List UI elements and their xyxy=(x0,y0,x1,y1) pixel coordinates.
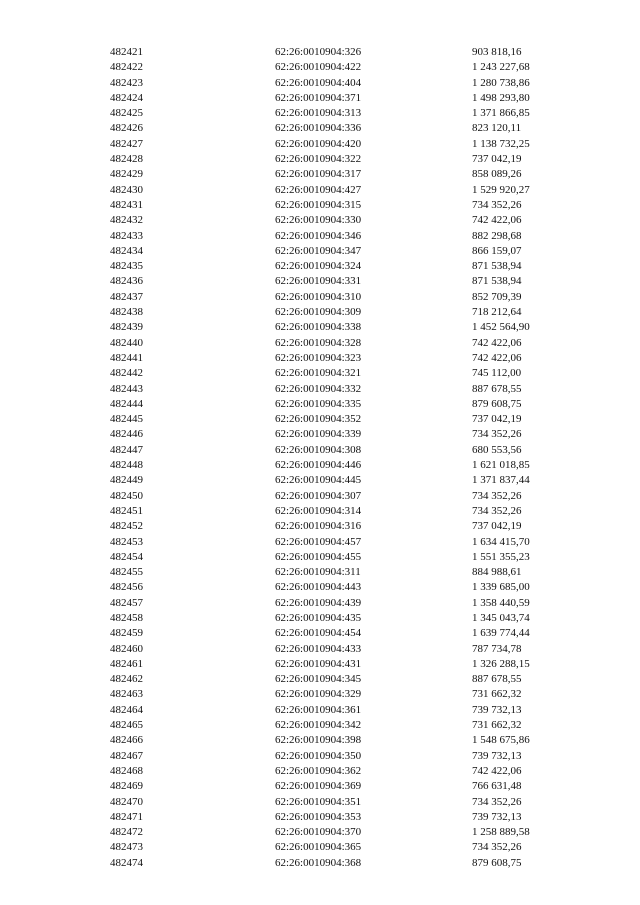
value-cell: 742 422,06 xyxy=(472,764,522,777)
cadastral-number-cell: 62:26:0010904:328 xyxy=(275,336,362,349)
cadastral-number-cell: 62:26:0010904:404 xyxy=(275,76,362,89)
row-number-cell: 482425 xyxy=(110,107,143,120)
row-number-cell: 482452 xyxy=(110,520,143,533)
value-cell: 1 243 227,68 xyxy=(472,61,530,74)
cadastral-number-cell: 62:26:0010904:326 xyxy=(275,46,362,58)
cadastral-number-cell: 62:26:0010904:311 xyxy=(275,566,361,579)
value-cell: 871 538,94 xyxy=(472,275,522,288)
value-cell: 1 258 889,58 xyxy=(472,826,530,839)
row-number-cell: 482472 xyxy=(110,826,143,839)
value-cell: 1 345 043,74 xyxy=(472,611,530,624)
table-row xyxy=(0,213,640,228)
cadastral-number-cell: 62:26:0010904:315 xyxy=(275,198,362,211)
value-cell: 1 639 774,44 xyxy=(472,627,530,640)
value-cell: 882 298,68 xyxy=(472,229,522,242)
value-cell: 879 608,75 xyxy=(472,397,522,410)
row-number-cell: 482445 xyxy=(110,413,143,426)
table-row xyxy=(0,320,640,335)
row-number-cell: 482422 xyxy=(110,61,143,74)
table-row xyxy=(0,366,640,381)
value-cell: 731 662,32 xyxy=(472,688,522,701)
row-number-cell: 482434 xyxy=(110,244,143,257)
cadastral-number-cell: 62:26:0010904:351 xyxy=(275,795,362,808)
cadastral-number-cell: 62:26:0010904:313 xyxy=(275,107,362,120)
cadastral-number-cell: 62:26:0010904:316 xyxy=(275,520,362,533)
value-cell: 1 634 415,70 xyxy=(472,535,530,548)
cadastral-number-cell: 62:26:0010904:323 xyxy=(275,351,362,364)
value-cell: 742 422,06 xyxy=(472,336,522,349)
value-cell: 739 732,13 xyxy=(472,703,522,716)
cadastral-number-cell: 62:26:0010904:455 xyxy=(275,550,362,563)
row-number-cell: 482446 xyxy=(110,428,143,441)
value-cell: 1 280 738,86 xyxy=(472,76,530,89)
cadastral-number-cell: 62:26:0010904:322 xyxy=(275,153,362,166)
table-row xyxy=(0,657,640,672)
value-cell: 866 159,07 xyxy=(472,244,522,257)
row-number-cell: 482454 xyxy=(110,550,143,563)
table-row xyxy=(0,565,640,580)
cadastral-number-cell: 62:26:0010904:314 xyxy=(275,504,362,517)
row-number-cell: 482433 xyxy=(110,229,143,242)
row-number-cell: 482430 xyxy=(110,183,143,196)
value-cell: 1 326 288,15 xyxy=(472,657,530,670)
table-row xyxy=(0,810,640,825)
cadastral-number-cell: 62:26:0010904:332 xyxy=(275,382,362,395)
cadastral-number-cell: 62:26:0010904:445 xyxy=(275,474,362,487)
cadastral-number-cell: 62:26:0010904:338 xyxy=(275,321,362,334)
row-number-cell: 482461 xyxy=(110,657,143,670)
row-number-cell: 482462 xyxy=(110,673,143,686)
value-cell: 823 120,11 xyxy=(472,122,522,135)
row-number-cell: 482458 xyxy=(110,611,143,624)
table-row xyxy=(0,198,640,213)
table-row xyxy=(0,274,640,289)
value-cell: 879 608,75 xyxy=(472,856,522,869)
row-number-cell: 482423 xyxy=(110,76,143,89)
cadastral-number-cell: 62:26:0010904:353 xyxy=(275,810,362,823)
value-cell: 734 352,26 xyxy=(472,841,522,854)
table-row xyxy=(0,626,640,641)
table-row xyxy=(0,351,640,366)
row-number-cell: 482453 xyxy=(110,535,143,548)
cadastral-number-cell: 62:26:0010904:346 xyxy=(275,229,362,242)
cadastral-number-cell: 62:26:0010904:368 xyxy=(275,856,362,869)
value-cell: 737 042,19 xyxy=(472,520,522,533)
table-row xyxy=(0,106,640,121)
value-cell: 734 352,26 xyxy=(472,198,522,211)
table-row xyxy=(0,336,640,351)
table-row xyxy=(0,718,640,733)
table-row xyxy=(0,550,640,565)
row-number-cell: 482429 xyxy=(110,168,143,181)
row-number-cell: 482441 xyxy=(110,351,143,364)
cadastral-number-cell: 62:26:0010904:435 xyxy=(275,611,362,624)
cadastral-number-cell: 62:26:0010904:339 xyxy=(275,428,362,441)
table-row xyxy=(0,764,640,779)
row-number-cell: 482474 xyxy=(110,856,143,869)
cadastral-number-cell: 62:26:0010904:309 xyxy=(275,306,362,319)
value-cell: 1 358 440,59 xyxy=(472,596,530,609)
row-number-cell: 482468 xyxy=(110,764,143,777)
cadastral-number-cell: 62:26:0010904:433 xyxy=(275,642,362,655)
table-row xyxy=(0,642,640,657)
table-row xyxy=(0,535,640,550)
table-row xyxy=(0,458,640,473)
table-row xyxy=(0,596,640,611)
table-row xyxy=(0,290,640,305)
row-number-cell: 482470 xyxy=(110,795,143,808)
value-cell: 739 732,13 xyxy=(472,810,522,823)
row-number-cell: 482447 xyxy=(110,443,143,456)
value-cell: 1 371 837,44 xyxy=(472,474,530,487)
table-row xyxy=(0,167,640,182)
value-cell: 1 529 920,27 xyxy=(472,183,530,196)
table-row xyxy=(0,795,640,810)
row-number-cell: 482455 xyxy=(110,566,143,579)
row-number-cell: 482432 xyxy=(110,214,143,227)
row-number-cell: 482437 xyxy=(110,290,143,303)
row-number-cell: 482471 xyxy=(110,810,143,823)
row-number-cell: 482464 xyxy=(110,703,143,716)
row-number-cell: 482450 xyxy=(110,489,143,502)
table-row xyxy=(0,703,640,718)
table-row xyxy=(0,580,640,595)
cadastral-number-cell: 62:26:0010904:454 xyxy=(275,627,362,640)
table-row xyxy=(0,672,640,687)
value-cell: 887 678,55 xyxy=(472,673,522,686)
cadastral-number-cell: 62:26:0010904:308 xyxy=(275,443,362,456)
table-row xyxy=(0,382,640,397)
table-row xyxy=(0,825,640,840)
value-cell: 903 818,16 xyxy=(472,46,522,58)
row-number-cell: 482456 xyxy=(110,581,143,594)
cadastral-number-cell: 62:26:0010904:336 xyxy=(275,122,362,135)
cadastral-number-cell: 62:26:0010904:362 xyxy=(275,764,362,777)
cadastral-number-cell: 62:26:0010904:347 xyxy=(275,244,362,257)
cadastral-number-cell: 62:26:0010904:350 xyxy=(275,749,362,762)
row-number-cell: 482440 xyxy=(110,336,143,349)
table-row xyxy=(0,183,640,198)
row-number-cell: 482465 xyxy=(110,719,143,732)
cadastral-number-cell: 62:26:0010904:324 xyxy=(275,260,362,273)
table-row xyxy=(0,91,640,106)
table-row xyxy=(0,45,640,60)
value-cell: 1 339 685,00 xyxy=(472,581,530,594)
value-cell: 1 452 564,90 xyxy=(472,321,530,334)
row-number-cell: 482428 xyxy=(110,153,143,166)
row-number-cell: 482469 xyxy=(110,780,143,793)
table-row xyxy=(0,412,640,427)
table-row xyxy=(0,687,640,702)
cadastral-number-cell: 62:26:0010904:345 xyxy=(275,673,362,686)
row-number-cell: 482436 xyxy=(110,275,143,288)
row-number-cell: 482444 xyxy=(110,397,143,410)
cadastral-number-cell: 62:26:0010904:329 xyxy=(275,688,362,701)
row-number-cell: 482467 xyxy=(110,749,143,762)
cadastral-number-cell: 62:26:0010904:330 xyxy=(275,214,362,227)
value-cell: 871 538,94 xyxy=(472,260,522,273)
table-row xyxy=(0,137,640,152)
cadastral-number-cell: 62:26:0010904:321 xyxy=(275,367,362,380)
cadastral-number-cell: 62:26:0010904:369 xyxy=(275,780,362,793)
table-row xyxy=(0,443,640,458)
value-cell: 745 112,00 xyxy=(472,367,522,380)
cadastral-number-cell: 62:26:0010904:420 xyxy=(275,137,362,150)
table-row xyxy=(0,121,640,136)
value-cell: 734 352,26 xyxy=(472,504,522,517)
value-cell: 742 422,06 xyxy=(472,351,522,364)
cadastral-number-cell: 62:26:0010904:439 xyxy=(275,596,362,609)
value-cell: 852 709,39 xyxy=(472,290,522,303)
row-number-cell: 482473 xyxy=(110,841,143,854)
cadastral-number-cell: 62:26:0010904:398 xyxy=(275,734,362,747)
cadastral-number-cell: 62:26:0010904:307 xyxy=(275,489,362,502)
cadastral-number-cell: 62:26:0010904:422 xyxy=(275,61,362,74)
row-number-cell: 482438 xyxy=(110,306,143,319)
cadastral-number-cell: 62:26:0010904:427 xyxy=(275,183,362,196)
value-cell: 718 212,64 xyxy=(472,306,522,319)
value-cell: 680 553,56 xyxy=(472,443,522,456)
cadastral-number-cell: 62:26:0010904:371 xyxy=(275,91,362,104)
row-number-cell: 482466 xyxy=(110,734,143,747)
value-cell: 1 621 018,85 xyxy=(472,459,530,472)
table-row xyxy=(0,779,640,794)
cadastral-number-cell: 62:26:0010904:443 xyxy=(275,581,362,594)
row-number-cell: 482424 xyxy=(110,91,143,104)
row-number-cell: 482426 xyxy=(110,122,143,135)
cadastral-number-cell: 62:26:0010904:331 xyxy=(275,275,362,288)
row-number-cell: 482439 xyxy=(110,321,143,334)
value-cell: 742 422,06 xyxy=(472,214,522,227)
table-row xyxy=(0,611,640,626)
row-number-cell: 482460 xyxy=(110,642,143,655)
table-row xyxy=(0,229,640,244)
cadastral-number-cell: 62:26:0010904:457 xyxy=(275,535,362,548)
cadastral-number-cell: 62:26:0010904:361 xyxy=(275,703,362,716)
row-number-cell: 482421 xyxy=(110,46,143,58)
value-cell: 737 042,19 xyxy=(472,413,522,426)
row-number-cell: 482459 xyxy=(110,627,143,640)
table-row xyxy=(0,259,640,274)
table-row xyxy=(0,305,640,320)
value-cell: 1 551 355,23 xyxy=(472,550,530,563)
table-row xyxy=(0,76,640,91)
row-number-cell: 482442 xyxy=(110,367,143,380)
cadastral-number-cell: 62:26:0010904:310 xyxy=(275,290,362,303)
table-row xyxy=(0,733,640,748)
table-row xyxy=(0,152,640,167)
row-number-cell: 482443 xyxy=(110,382,143,395)
value-cell: 1 138 732,25 xyxy=(472,137,530,150)
table-row xyxy=(0,427,640,442)
value-cell: 1 371 866,85 xyxy=(472,107,530,120)
value-cell: 887 678,55 xyxy=(472,382,522,395)
value-cell: 766 631,48 xyxy=(472,780,522,793)
cadastral-number-cell: 62:26:0010904:317 xyxy=(275,168,362,181)
value-cell: 737 042,19 xyxy=(472,153,522,166)
value-cell: 1 498 293,80 xyxy=(472,91,530,104)
value-cell: 731 662,32 xyxy=(472,719,522,732)
value-cell: 739 732,13 xyxy=(472,749,522,762)
cadastral-number-cell: 62:26:0010904:342 xyxy=(275,719,362,732)
value-cell: 787 734,78 xyxy=(472,642,522,655)
table-row xyxy=(0,60,640,75)
value-cell: 734 352,26 xyxy=(472,795,522,808)
value-cell: 1 548 675,86 xyxy=(472,734,530,747)
value-cell: 734 352,26 xyxy=(472,489,522,502)
cadastral-number-cell: 62:26:0010904:365 xyxy=(275,841,362,854)
row-number-cell: 482435 xyxy=(110,260,143,273)
cadastral-number-cell: 62:26:0010904:446 xyxy=(275,459,362,472)
table-row xyxy=(0,749,640,764)
cadastral-number-cell: 62:26:0010904:370 xyxy=(275,826,362,839)
table-row xyxy=(0,489,640,504)
row-number-cell: 482431 xyxy=(110,198,143,211)
value-cell: 734 352,26 xyxy=(472,428,522,441)
table-row xyxy=(0,519,640,534)
row-number-cell: 482463 xyxy=(110,688,143,701)
row-number-cell: 482427 xyxy=(110,137,143,150)
row-number-cell: 482451 xyxy=(110,504,143,517)
table-row xyxy=(0,840,640,855)
table-row xyxy=(0,504,640,519)
row-number-cell: 482457 xyxy=(110,596,143,609)
data-table xyxy=(0,45,640,871)
value-cell: 884 988,61 xyxy=(472,566,522,579)
cadastral-number-cell: 62:26:0010904:352 xyxy=(275,413,362,426)
cadastral-number-cell: 62:26:0010904:335 xyxy=(275,397,362,410)
value-cell: 858 089,26 xyxy=(472,168,522,181)
table-row xyxy=(0,473,640,488)
row-number-cell: 482449 xyxy=(110,474,143,487)
table-row xyxy=(0,397,640,412)
table-row xyxy=(0,856,640,871)
cadastral-number-cell: 62:26:0010904:431 xyxy=(275,657,362,670)
table-row xyxy=(0,244,640,259)
row-number-cell: 482448 xyxy=(110,459,143,472)
